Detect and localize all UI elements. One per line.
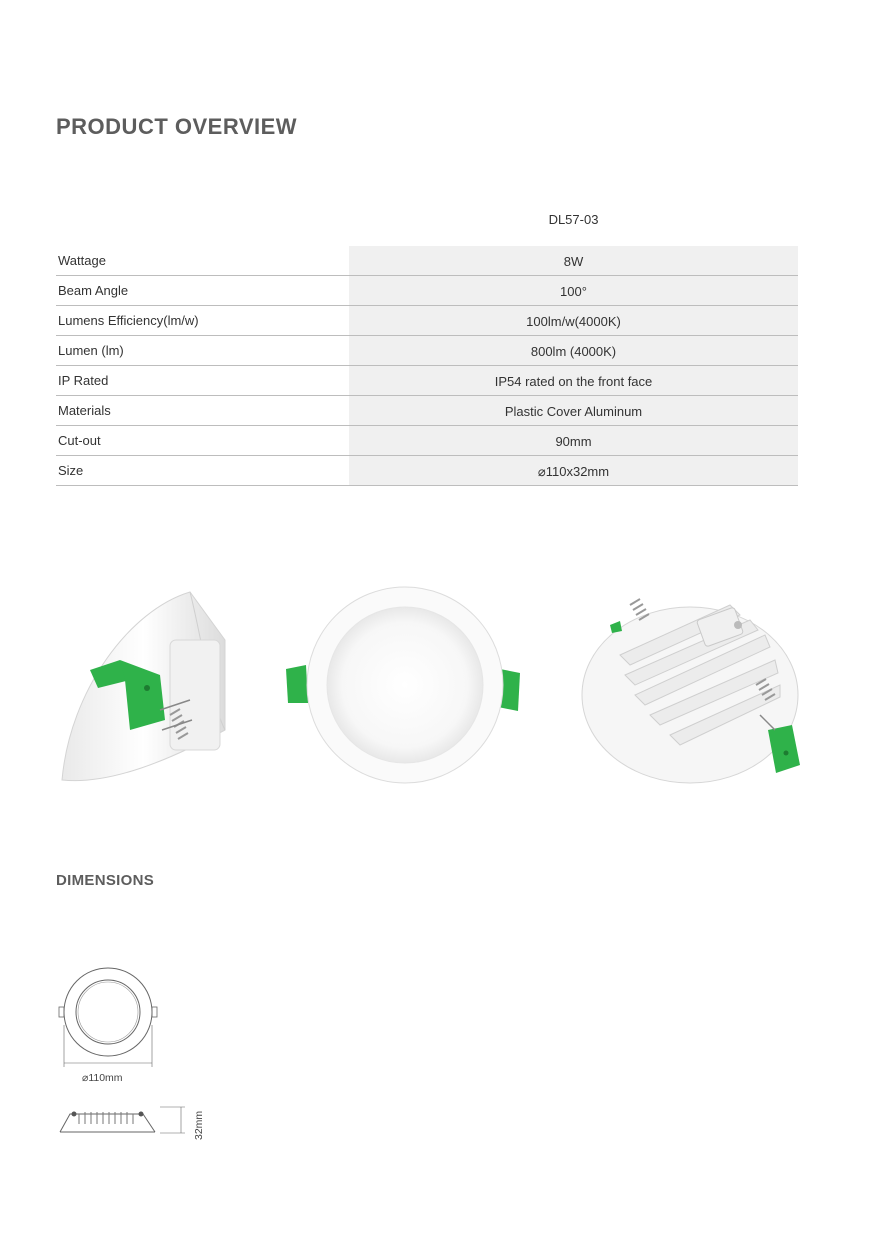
- row-label: Lumen (lm): [58, 343, 124, 358]
- row-value: 100°: [349, 276, 798, 305]
- table-row-cut-out: [56, 426, 798, 456]
- row-value: 8W: [349, 246, 798, 275]
- dimensions-heading: DIMENSIONS: [56, 872, 155, 889]
- page-title: PRODUCT OVERVIEW: [56, 114, 298, 139]
- spec-table: [56, 246, 798, 486]
- row-value: 90mm: [349, 426, 798, 455]
- table-row-wattage: [56, 246, 798, 276]
- row-label: Lumens Efficiency(lm/w): [58, 313, 199, 328]
- table-row-materials: [56, 396, 798, 426]
- row-value: Plastic Cover Aluminum: [349, 396, 798, 425]
- height-label: 32mm: [193, 1110, 205, 1140]
- dimension-drawing-side: [55, 1102, 190, 1142]
- product-photo-side: [50, 580, 240, 795]
- model-number: DL57-03: [548, 212, 599, 227]
- row-label: IP Rated: [58, 373, 109, 388]
- table-row-ip-rated: [56, 366, 798, 396]
- dimension-drawing-top: [55, 965, 165, 1080]
- row-value: 800lm (4000K): [349, 336, 798, 365]
- row-label: Materials: [58, 403, 111, 418]
- row-label: Wattage: [58, 253, 106, 268]
- row-label: Cut-out: [58, 433, 101, 448]
- table-row-lumen: [56, 336, 798, 366]
- table-row-lumens-efficiency: [56, 306, 798, 336]
- product-photo-front: [280, 585, 530, 790]
- diameter-label: ⌀110mm: [82, 1072, 123, 1084]
- row-value: IP54 rated on the front face: [349, 366, 798, 395]
- row-label: Beam Angle: [58, 283, 129, 298]
- table-row-size: [56, 456, 798, 486]
- row-value: 100lm/w(4000K): [349, 306, 798, 335]
- table-row-beam-angle: [56, 276, 798, 306]
- product-photo-back: [580, 585, 810, 785]
- row-label: Size: [58, 463, 84, 478]
- row-value: ⌀110x32mm: [349, 456, 798, 485]
